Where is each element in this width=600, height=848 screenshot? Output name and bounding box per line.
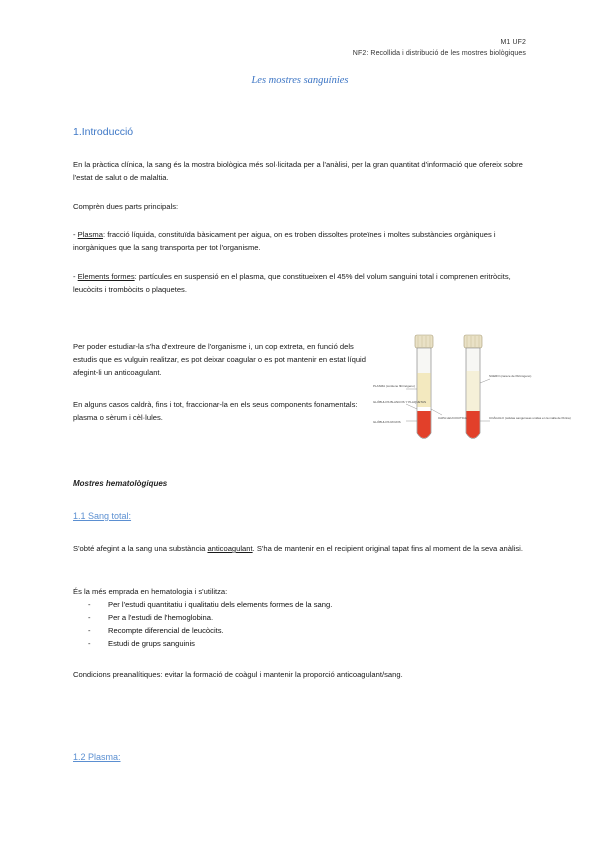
- section-heading-hematology: Mostres hematològiques: [73, 479, 168, 488]
- header-course: M1 UF2: [500, 39, 526, 46]
- label-red-cells: GLÓBULOS ROJOS: [373, 420, 401, 424]
- label-plasma: PLASMA (contiene fibrinógeno): [373, 384, 415, 388]
- uses-list: [88, 598, 508, 650]
- label-buffy-coat: CAPA LEUCOCITICA: [438, 416, 467, 420]
- label-clot: COÁGULO (células sanguíneas unidas en la malla de fibrina): [489, 416, 571, 420]
- fractionation-paragraph: En alguns casos caldrà, fins i tot, fraccionar-la en els seus components fonamentals: plasma o sèrum i cèl·lules.: [73, 400, 358, 422]
- anticoagulated-tube: [415, 335, 433, 439]
- plasma-item: - Plasma: fracció líquida, constituïda bàsicament per aigua, on es troben dissoltes proteïnes i moltes substàncies orgàniques i inorgàniques que la sang transporta per tot l'organisme.: [73, 230, 496, 252]
- elements-description: : partícules en suspensió en el plasma, que constitueixen el 45% del volum sanguini total i comprenen eritròcits, leucòcits i trombòcits o plaquetes.: [73, 272, 511, 294]
- uses-intro: És la més emprada en hematologia i s'utilitza:: [73, 587, 228, 596]
- label-serum: SUERO (carece de fibrinógeno): [489, 374, 532, 378]
- plasma-description: : fracció líquida, constituïda bàsicament per aigua, on es troben dissoltes proteïnes i moltes substàncies orgàniques i inorgàniques que la sang transporta per tot l'organisme.: [73, 230, 496, 252]
- intro-paragraph: En la pràctica clínica, la sang és la mostra biològica més sol·licitada per a l'anàlisi, per la gran quantitat d'informació que ofereix sobre l'estat de salut o de malaltia.: [73, 160, 523, 182]
- page-title: Les mostres sanguínies: [251, 75, 349, 86]
- label-white-cells: GLÓBULOS BLANCOS Y PLAQUETAS: [373, 400, 427, 404]
- list-item: - Recompte diferencial de leucòcits.: [88, 624, 508, 637]
- list-item: - Estudi de grups sanguinis: [88, 637, 508, 650]
- blood-tubes-figure: [372, 333, 571, 445]
- subsection-heading-whole-blood: 1.1 Sang total:: [73, 511, 132, 521]
- elements-item: - Elements formes: partícules en suspensió en el plasma, que constitueixen el 45% del volum sanguini total i comprenen eritròcits, leucòcits i trombòcits o plaquetes.: [73, 272, 511, 294]
- list-item: - Per l'estudi quantitatiu i qualitatiu dels elements formes de la sang.: [88, 598, 508, 611]
- preanalytic-conditions: Condicions preanalítiques: evitar la formació de coàgul i mantenir la proporció anticoagulant/sang.: [73, 670, 403, 679]
- whole-blood-paragraph: [73, 542, 525, 555]
- elements-term: Elements formes: [77, 272, 135, 281]
- extraction-paragraph: Per poder estudiar-la s'ha d'extreure de l'organisme i, un cop extreta, en funció dels estudis que es vulguin realitzar, es pot deixar coagular o es pot mantenir en estat líquid afegint-li un anticoagulant.: [73, 342, 366, 377]
- whole-blood-text-post: . S'ha de mantenir en el recipient original tapat fins al moment de la seva anàlisi.: [252, 544, 523, 553]
- list-item: - Per a l'estudi de l'hemoglobina.: [88, 611, 508, 624]
- clotted-tube: [464, 335, 482, 439]
- parts-intro: Comprèn dues parts principals:: [73, 202, 179, 211]
- subsection-heading-plasma: 1.2 Plasma:: [73, 752, 121, 762]
- plasma-term: Plasma: [77, 230, 103, 239]
- section-heading-intro: 1.Introducció: [73, 126, 134, 138]
- header-module: NF2: Recollida i distribució de les mostres biològiques: [352, 50, 526, 57]
- anticoagulant-term: anticoagulant: [207, 544, 253, 553]
- whole-blood-text-pre: S'obté afegint a la sang una substància: [73, 544, 208, 553]
